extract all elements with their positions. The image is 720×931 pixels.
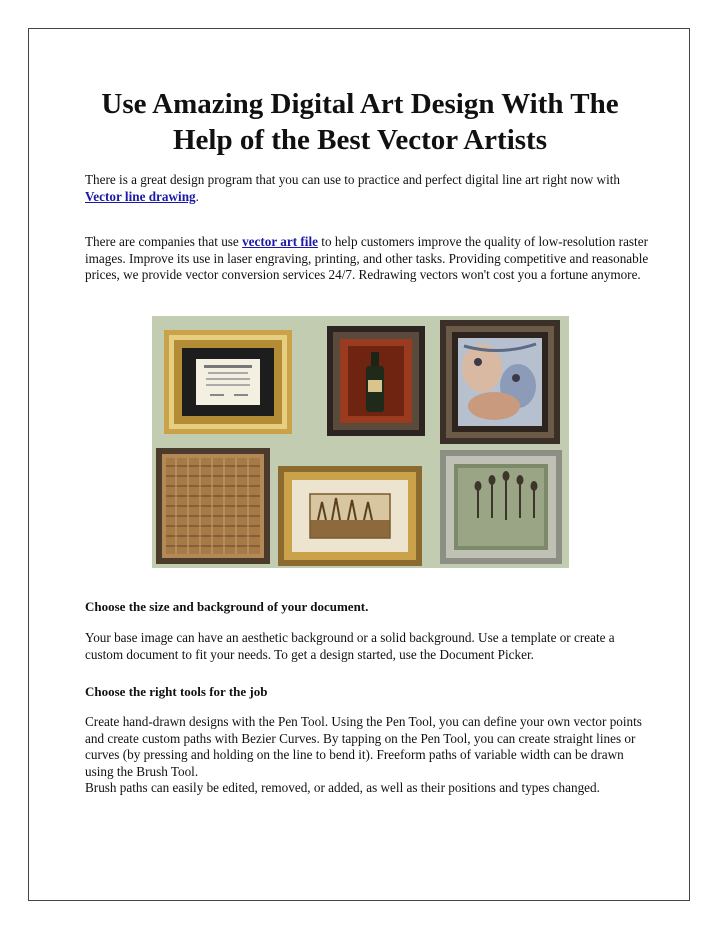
section-heading-document: Choose the size and background of your document. <box>85 599 369 614</box>
framed-art-gallery-image <box>152 316 569 568</box>
companies-paragraph <box>85 234 655 284</box>
spoon-collection-frame <box>440 450 562 564</box>
landscape-gold-frame <box>278 466 422 566</box>
intro-text: There is a great design program that you can use to practice and perfect digital line art right now with <box>85 172 621 187</box>
companies-text: There are companies that use <box>85 234 243 249</box>
gold-diploma-frame <box>164 330 292 434</box>
vector-art-file-link[interactable]: vector art file <box>242 234 318 249</box>
brush-paths-text: Brush paths can easily be edited, removed, or added, as well as their positions and types changed. <box>85 780 600 796</box>
section-body-tools <box>85 714 655 797</box>
companies-text-end: to help customers improve the quality of low-resolution raster images. Improve its use in laser engraving, printing, and other tasks. Providing competitive and reasonable prices, we provide vector conversion services 24/7. Redrawing vectors won't cost you a fortune anymore. <box>85 234 649 283</box>
section-heading-tools: Choose the right tools for the job <box>85 684 268 699</box>
title-line-1: Use Amazing Digital Art Design With The <box>101 88 619 120</box>
title-line-2: Help of the Best Vector Artists <box>173 124 547 156</box>
intro-paragraph <box>85 172 655 205</box>
abstract-painting-frame <box>440 320 560 444</box>
vector-line-drawing-link[interactable]: Vector line drawing <box>85 188 196 204</box>
section-body-document: Your base image can have an aesthetic background or a solid background. Use a template or create a custom document to fit your needs. To get a design started, use the Document Picker. <box>85 630 615 662</box>
page-title <box>40 86 680 158</box>
pen-tool-text: Create hand-drawn designs with the Pen Tool. Using the Pen Tool, you can define your own vector points and create custom paths with Bezier Curves. By tapping on the Pen Tool, you can create straight lines or curves (by pressing and holding on the line to bend it). Freeform paths of variable width can be drawn using the Brush Tool. <box>85 714 642 779</box>
intro-text-end: . <box>195 188 199 204</box>
cork-board-frame <box>156 448 270 564</box>
wine-bottle-shadowbox <box>327 326 425 436</box>
